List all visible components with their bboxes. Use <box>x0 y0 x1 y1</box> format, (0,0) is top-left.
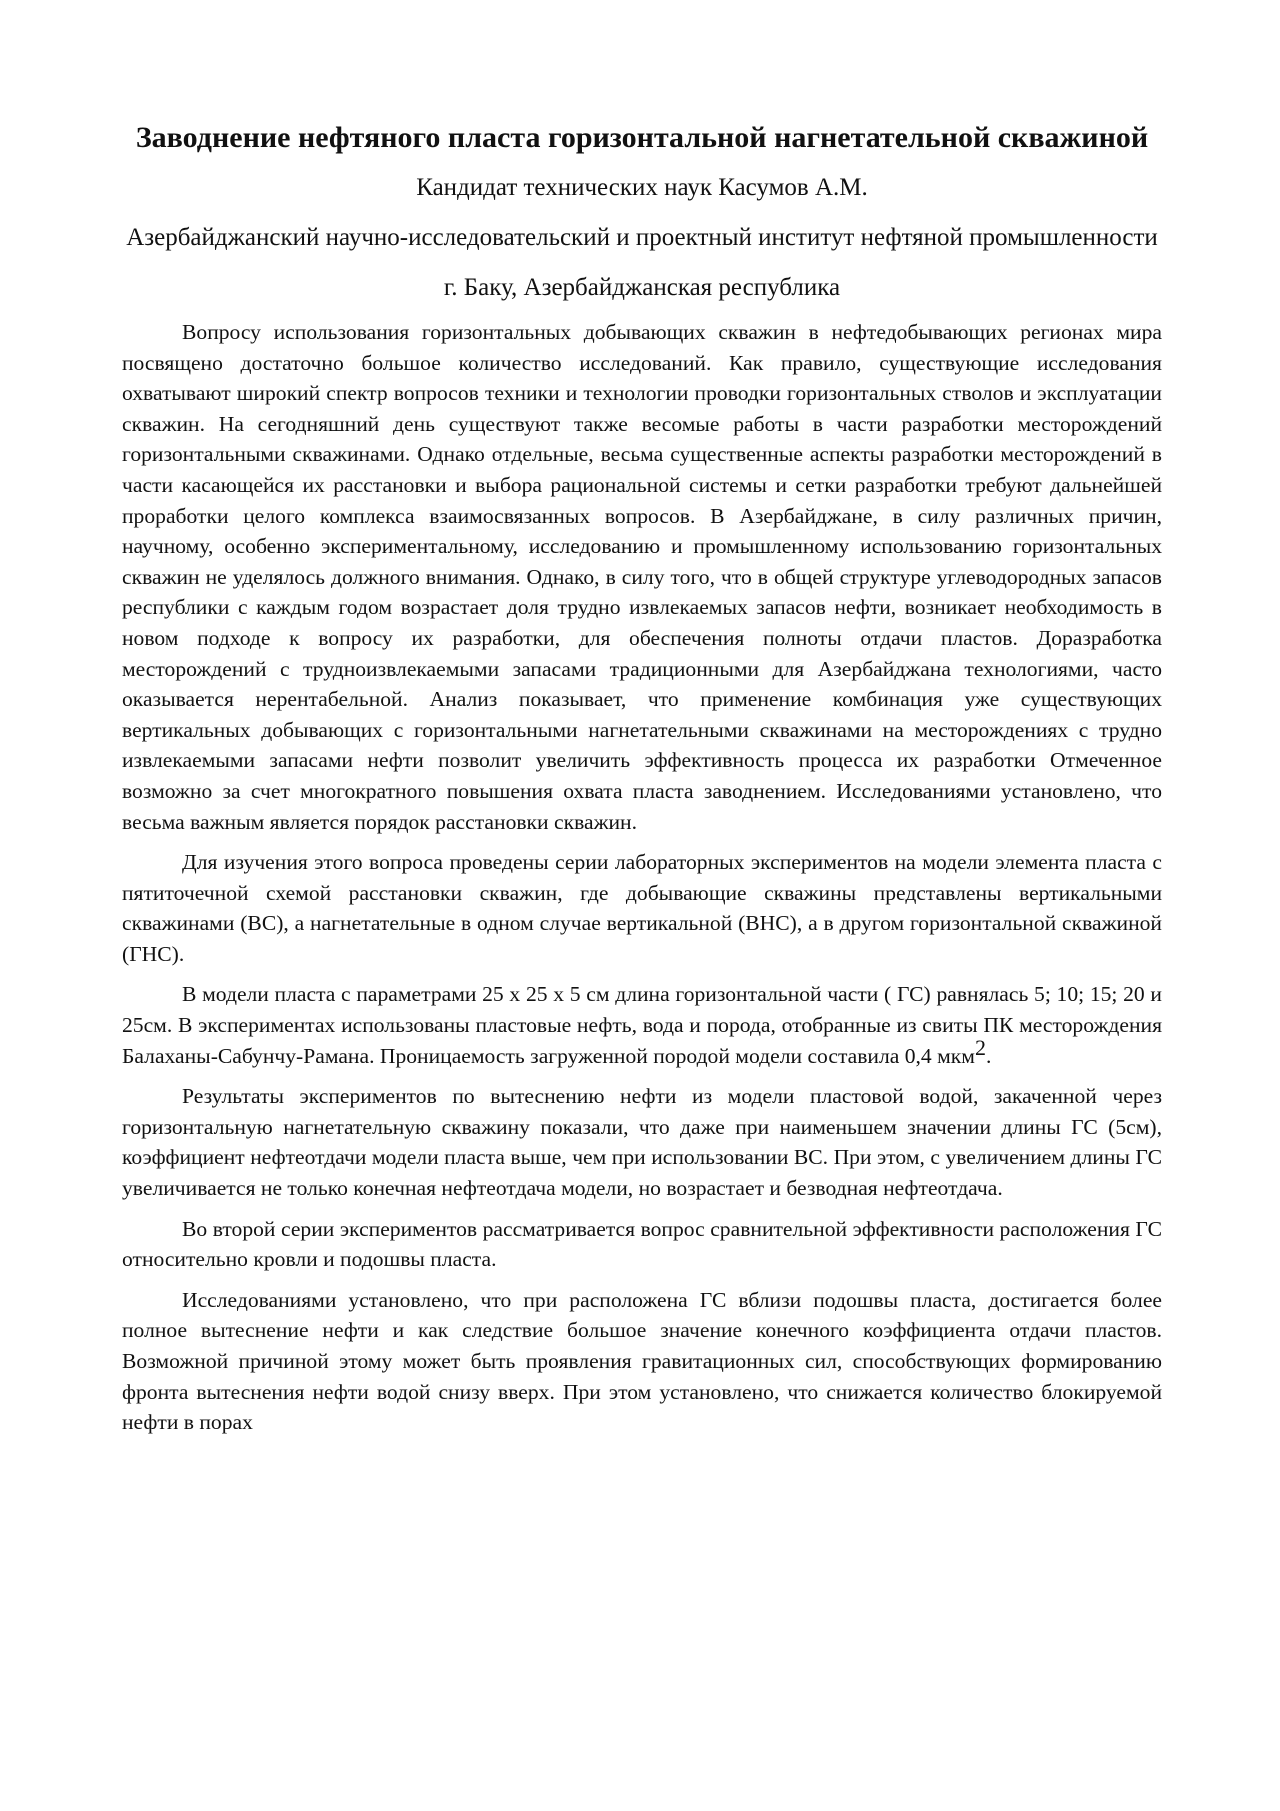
article-body <box>122 317 1162 1438</box>
document-page <box>122 118 1162 1448</box>
paper-title: Заводнение нефтяного пласта горизонтальной нагнетательной скважиной <box>135 121 1149 154</box>
model-parameters-text: В модели пласта с параметрами 25 х 25 х 5 см длина горизонтальной части ( ГС) равнялась 5; 10; 15; 20 и 25см. В экспериментах использованы пластовые нефть, вода и порода, отобранные из свиты ПК месторождения Балаханы-Сабунчу-Рамана. Проницаемость загруженной породой модели составила 0,4 мкм <box>122 982 1162 1068</box>
organization-line: Азербайджанский научно-исследовательский и проектный институт нефтяной промышленности <box>126 224 1158 251</box>
paragraph-model-parameters <box>122 979 1162 1071</box>
paragraph-second-series: Во второй серии экспериментов рассматривается вопрос сравнительной эффективности расположения ГС относительно кровли и подошвы пласта. <box>122 1216 1162 1272</box>
model-parameters-end: . <box>985 1043 992 1068</box>
paragraph-experiments: Для изучения этого вопроса проведены серии лабораторных экспериментов на модели элемента пласта с пятиточечной схемой расстановки скважин, где добывающие скважины представлены вертикальными скважинами (ВС), а нагнетательные в одном случае вертикальной (ВНС), а в другом горизонтальной скважиной (ГНС). <box>122 850 1162 966</box>
author-line: Кандидат технических наук Касумов А.М. <box>416 174 868 201</box>
paragraph-findings: Исследованиями установлено, что при расположена ГС вблизи подошвы пласта, достигается более полное вытеснение нефти и как следствие большое значение конечного коэффициента отдачи пластов. Возможной причиной этому может быть проявления гравитационных сил, способствующих формированию фронта вытеснения нефти водой снизу вверх. При этом установлено, что снижается количество блокируемой нефти в порах <box>122 1287 1162 1435</box>
paragraph-results: Результаты экспериментов по вытеснению нефти из модели пластовой водой, закаченной через горизонтальную нагнетательную скважину показали, что даже при наименьшем значении длины ГС (5см), коэффициент нефтеотдачи модели пласта выше, чем при использовании ВС. При этом, с увеличением длины ГС увеличивается не только конечная нефтеотдача модели, но возрастает и безводная нефтеотдача. <box>122 1084 1162 1201</box>
unit-exponent: 2 <box>974 1034 986 1060</box>
city-line: г. Баку, Азербайджанская республика <box>443 274 841 301</box>
paragraph-intro: Вопросу использования горизонтальных добывающих скважин в нефтедобывающих регионах мира посвящено достаточно большое количество исследований. Как правило, существующие исследования охватывают широкий спектр вопросов техники и технологии проводки горизонтальных стволов и эксплуатации скважин. На сегодняшний день существуют также весомые работы в части разработки месторождений горизонтальными скважинами. Однако отдельные, весьма существенные аспекты разработки месторождений в части касающейся их расстановки и выбора рациональной системы и сетки разработки требуют дальнейшей проработки целого комплекса взаимосвязанных вопросов. В Азербайджане, в силу различных причин, научному, особенно экспериментальному, исследованию и промышленному использованию горизонтальных скважин не уделялось должного внимания. Однако, в силу того, что в общей структуре углеводородных запасов республики с каждым годом возрастает доля трудно извлекаемых запасов нефти, возникает необходимость в новом подходе к вопросу их разработки, для обеспечения полноты отдачи пластов. Доразработка месторождений с трудноизвлекаемыми запасами традиционными для Азербайджана технологиями, часто оказывается нерентабельной. Анализ показывает, что применение комбинация уже существующих вертикальных добывающих с горизонтальными нагнетательными скважинами на месторождениях с трудно извлекаемыми запасами нефти позволит увеличить эффективность процесса их разработки Отмеченное возможно за счет многократного повышения охвата пласта заводнением. Исследованиями установлено, что весьма важным является порядок расстановки скважин. <box>122 320 1162 834</box>
